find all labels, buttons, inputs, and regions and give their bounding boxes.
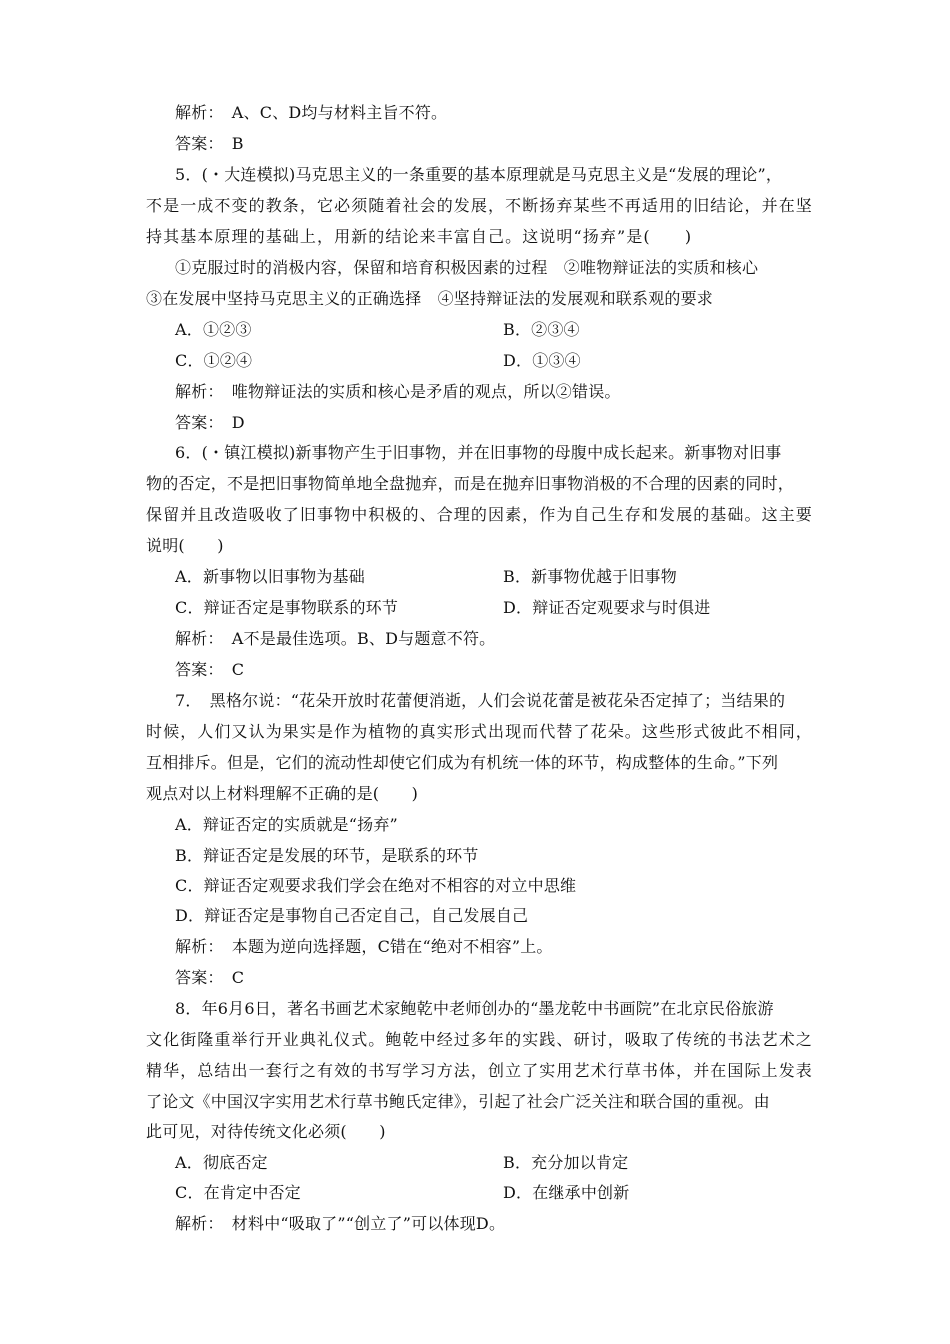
q6-stem-line-1: 6．(・镇江模拟)新事物产生于旧事物，并在旧事物的母腹中成长起来。新事物对旧事 bbox=[175, 443, 782, 462]
q4-answer: 答案： B bbox=[175, 134, 244, 153]
q8-stem-line-3: 精华，总结出一套行之有效的书写学习方法，创立了实用艺术行草书体，并在国际上发表 bbox=[146, 1061, 813, 1080]
q8-analysis: 解析： 材料中“吸取了”“创立了”可以体现D。 bbox=[175, 1214, 506, 1233]
q8-stem-line-5: 此可见，对待传统文化必须( ) bbox=[146, 1122, 386, 1141]
q7-answer: 答案： C bbox=[175, 968, 245, 987]
q5-statement-2: ③在发展中坚持马克思主义的正确选择 ④坚持辩证法的发展观和联系观的要求 bbox=[146, 289, 714, 308]
q8-option-d: D．在继承中创新 bbox=[503, 1183, 630, 1202]
q5-stem-line-3: 持其基本原理的基础上，用新的结论来丰富自己。这说明“扬弃”是( ) bbox=[146, 227, 693, 246]
q7-stem-line-2: 时候，人们又认为果实是作为植物的真实形式出现而代替了花朵。这些形式彼此不相同， bbox=[146, 722, 813, 741]
q5-stem-line-1: 5．(・大连模拟)马克思主义的一条重要的基本原理就是马克思主义是“发展的理论”， bbox=[175, 165, 783, 184]
q6-stem-line-2: 物的否定，不是把旧事物简单地全盘抛弃，而是在抛弃旧事物消极的不合理的因素的同时， bbox=[146, 474, 795, 493]
q7-option-b: B．辩证否定是发展的环节，是联系的环节 bbox=[175, 846, 479, 865]
q5-option-d: D．①③④ bbox=[503, 351, 581, 370]
q8-option-a: A．彻底否定 bbox=[175, 1153, 268, 1172]
q6-stem-line-4: 说明( ) bbox=[146, 536, 224, 555]
q8-stem-line-1: 8．年6月6日，著名书画艺术家鲍乾中老师创办的“墨龙乾中书画院”在北京民俗旅游 bbox=[175, 999, 774, 1018]
q8-option-c: C．在肯定中否定 bbox=[175, 1183, 301, 1202]
q5-option-a: A．①②③ bbox=[175, 320, 252, 339]
q8-option-b: B．充分加以肯定 bbox=[503, 1153, 629, 1172]
q7-option-c: C．辩证否定观要求我们学会在绝对不相容的对立中思维 bbox=[175, 876, 577, 895]
q6-option-c: C．辩证否定是事物联系的环节 bbox=[175, 598, 399, 617]
q7-option-a: A．辩证否定的实质就是“扬弃” bbox=[175, 815, 398, 834]
q6-analysis: 解析： A不是最佳选项。B、D与题意不符。 bbox=[175, 629, 496, 648]
q8-stem-line-4: 了论文《中国汉字实用艺术行草书鲍氏定律》，引起了社会广泛关注和联合国的重视。由 bbox=[146, 1092, 770, 1111]
q5-analysis: 解析： 唯物辩证法的实质和核心是矛盾的观点，所以②错误。 bbox=[175, 382, 621, 401]
q6-answer: 答案： C bbox=[175, 660, 245, 679]
q7-stem-line-1: 7． 黑格尔说：“花朵开放时花蕾便消逝，人们会说花蕾是被花朵否定掉了；当结果的 bbox=[175, 691, 786, 710]
q5-option-b: B．②③④ bbox=[503, 320, 580, 339]
q7-option-d: D．辩证否定是事物自己否定自己，自己发展自己 bbox=[175, 906, 529, 925]
q6-option-b: B．新事物优越于旧事物 bbox=[503, 567, 677, 586]
q7-stem-line-3: 互相排斥。但是，它们的流动性却使它们成为有机统一体的环节，构成整体的生命。”下列 bbox=[146, 753, 779, 772]
q6-stem-line-3: 保留并且改造吸收了旧事物中积极的、合理的因素，作为自己生存和发展的基础。这主要 bbox=[146, 505, 813, 524]
q6-option-a: A．新事物以旧事物为基础 bbox=[175, 567, 365, 586]
q6-option-d: D．辩证否定观要求与时俱进 bbox=[503, 598, 711, 617]
q4-analysis: 解析： A、C、D均与材料主旨不符。 bbox=[175, 103, 448, 122]
q5-statement-1: ①克服过时的消极内容，保留和培育积极因素的过程 ②唯物辩证法的实质和核心 bbox=[175, 258, 759, 277]
q7-analysis: 解析： 本题为逆向选择题，C错在“绝对不相容”上。 bbox=[175, 937, 553, 956]
q7-stem-line-4: 观点对以上材料理解不正确的是( ) bbox=[146, 784, 419, 803]
q5-stem-line-2: 不是一成不变的教条，它必须随着社会的发展，不断扬弃某些不再适用的旧结论，并在坚 bbox=[146, 196, 813, 215]
q8-stem-line-2: 文化街隆重举行开业典礼仪式。鲍乾中经过多年的实践、研讨，吸取了传统的书法艺术之 bbox=[146, 1030, 813, 1049]
q5-option-c: C．①②④ bbox=[175, 351, 253, 370]
q5-answer: 答案： D bbox=[175, 413, 245, 432]
